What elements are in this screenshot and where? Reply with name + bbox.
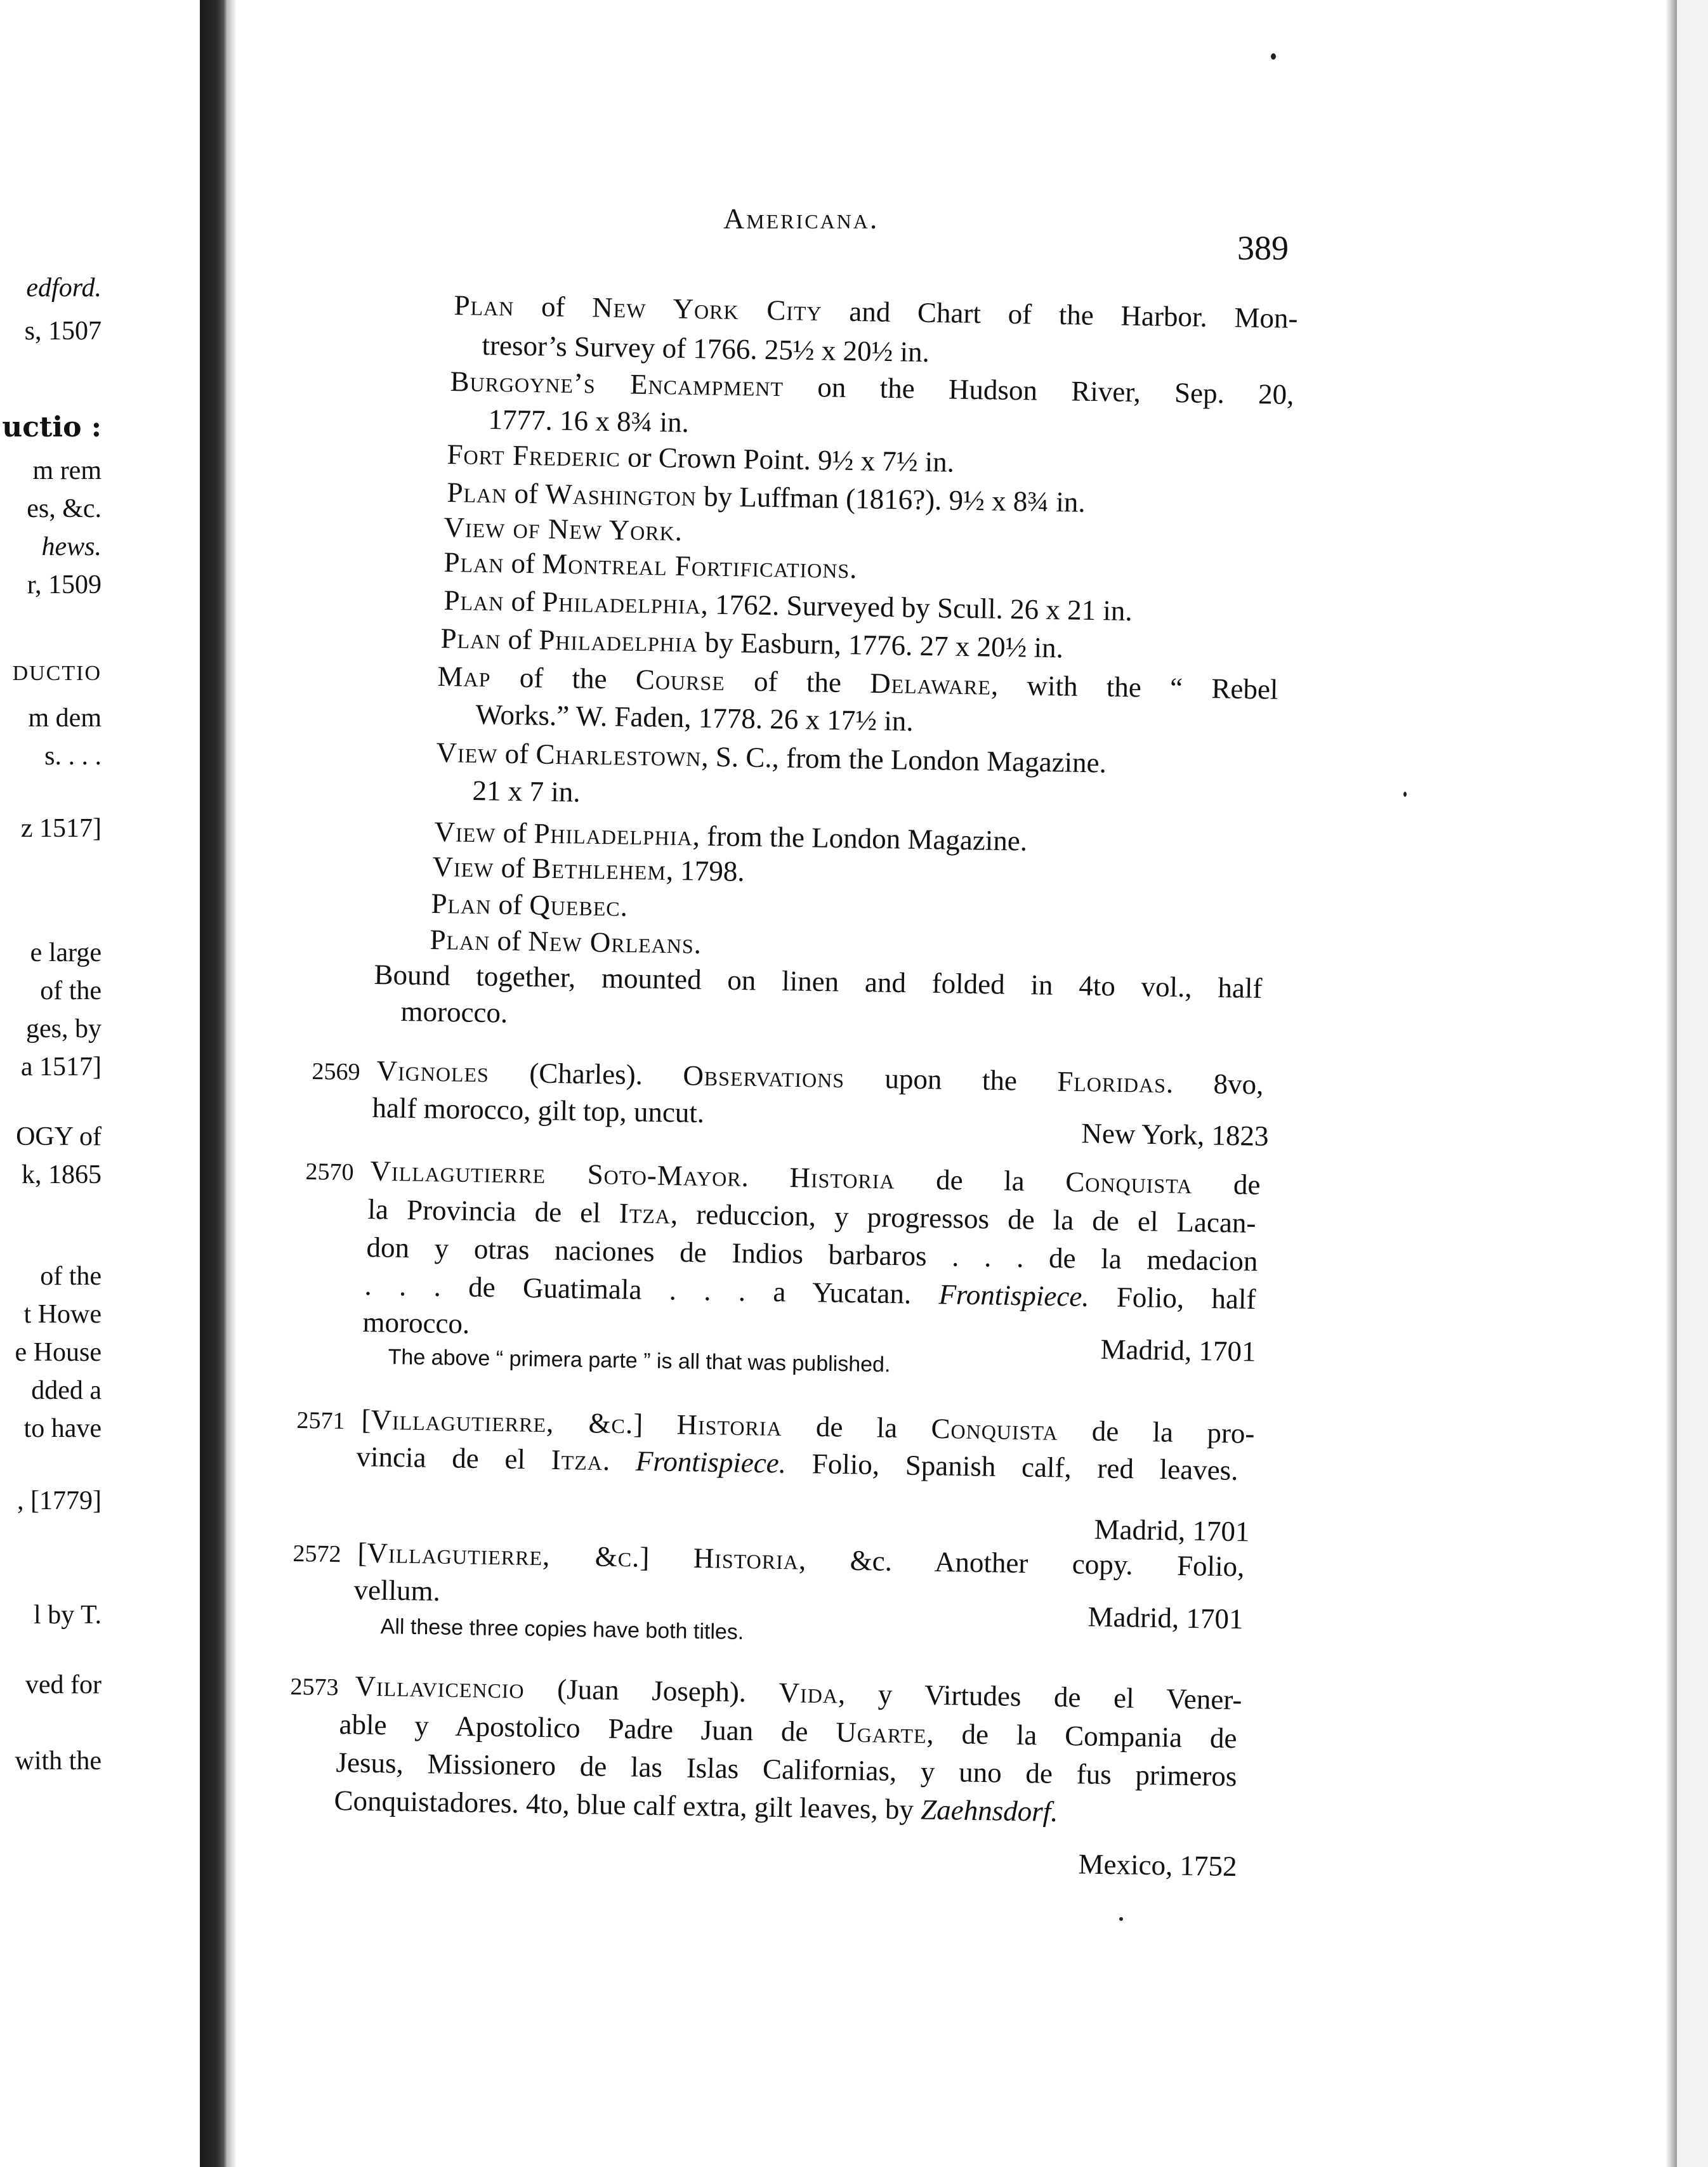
text-segment: [ xyxy=(361,1403,371,1436)
small-caps-text: Itza xyxy=(619,1197,671,1230)
text-segment: . xyxy=(602,1444,636,1477)
facing-page-fragment: a 1517] xyxy=(20,1052,102,1082)
text-line xyxy=(431,887,749,925)
page-inner-edge xyxy=(228,0,237,2167)
small-caps-text: Burgoyne’s Encampment xyxy=(450,365,784,403)
text-segment: don y otras naciones de Indios barbaros . . . de la medacion xyxy=(366,1231,1258,1278)
small-caps-text: Montreal Fortifications. xyxy=(541,547,858,585)
facing-page-fragment: s, 1507 xyxy=(24,317,102,346)
text-segment: of xyxy=(503,585,542,618)
text-segment: morocco. xyxy=(362,1306,470,1340)
text-segment: Madrid, 1701 xyxy=(1094,1513,1250,1548)
text-segment: Folio, half xyxy=(1089,1280,1256,1316)
text-segment: of xyxy=(497,737,536,770)
small-caps-text: View xyxy=(432,850,494,884)
page-number: 389 xyxy=(1237,229,1289,267)
text-segment: (Juan Joseph). xyxy=(524,1672,780,1709)
small-caps-text: Villavicencio xyxy=(355,1670,525,1705)
text-segment: New York, 1823 xyxy=(1081,1117,1269,1152)
page-outer-edge xyxy=(1665,0,1677,2167)
small-caps-text: View xyxy=(434,815,496,849)
small-caps-text: Plan xyxy=(443,584,504,617)
text-segment: Mexico, 1752 xyxy=(1078,1848,1237,1883)
facing-page-fragment: e House xyxy=(15,1338,102,1367)
small-caps-text: Observations xyxy=(683,1059,845,1094)
text-line xyxy=(447,438,1082,481)
facing-page-fragment: OGY of xyxy=(16,1122,102,1151)
small-caps-text: Villagutierre, &c. xyxy=(371,1403,634,1440)
small-caps-text: Washington xyxy=(544,478,697,513)
facing-page-fragment: of the xyxy=(40,1262,102,1291)
small-caps-text: Itza xyxy=(551,1443,603,1477)
small-caps-text: Conquista xyxy=(931,1412,1058,1446)
small-caps-text: Plan xyxy=(440,622,501,655)
scan-margin xyxy=(1677,0,1708,2167)
text-segment: ] xyxy=(633,1408,677,1441)
small-caps-text: Vignoles xyxy=(376,1054,490,1089)
text-line xyxy=(488,403,933,443)
facing-page-fragment: l by T. xyxy=(34,1601,102,1630)
text-segment: Conquistadores. 4to, blue calf extra, gilt leaves, by xyxy=(334,1784,921,1826)
italic-text: Frontispiece. xyxy=(635,1444,787,1479)
text-segment: of the xyxy=(725,665,870,699)
small-caps-text: Charlestown xyxy=(535,738,702,773)
text-segment: ] xyxy=(640,1541,694,1574)
small-caps-text: Quebec. xyxy=(529,889,629,922)
text-segment: by Luffman (1816?). 9½ x 8¾ in. xyxy=(696,480,1086,518)
text-segment: 21 x 7 in. xyxy=(472,774,581,808)
text-segment: . xyxy=(741,1160,790,1193)
text-line xyxy=(372,1091,817,1131)
text-segment: of xyxy=(494,851,532,884)
text-segment: , 1798. xyxy=(666,854,746,887)
small-caps-text: Villagutierre Soto-Mayor xyxy=(370,1155,742,1193)
lot-number: 2569 xyxy=(312,1057,360,1086)
facing-page-fragment: edford. xyxy=(26,273,102,303)
small-caps-text: New York City xyxy=(591,291,823,327)
lot-number: 2571 xyxy=(296,1406,345,1435)
text-segment: , reduccion, y progressos de la de el Lacan- xyxy=(670,1198,1256,1239)
text-line xyxy=(472,774,726,811)
text-line xyxy=(440,622,1215,667)
small-caps-text: Map xyxy=(437,660,491,693)
facing-page-fragment: t Howe xyxy=(23,1300,102,1329)
text-segment: able y Apostolico Padre Juan de xyxy=(339,1708,836,1748)
small-caps-text: Floridas xyxy=(1056,1065,1167,1099)
small-caps-text: Historia xyxy=(789,1161,895,1195)
facing-page-fragment: , [1779] xyxy=(17,1486,102,1516)
lot-number: 2570 xyxy=(305,1158,354,1186)
facing-page-fragment: with the xyxy=(15,1746,102,1776)
text-segment: of xyxy=(500,623,539,656)
running-head: Americana. xyxy=(723,202,879,235)
text-segment: upon the xyxy=(844,1062,1058,1097)
facing-page-fragment: z 1517] xyxy=(20,814,102,843)
text-line xyxy=(430,923,824,962)
small-caps-text: Philadelphia xyxy=(541,586,702,620)
text-line xyxy=(989,1331,1256,1368)
text-segment: All these three copies have both titles. xyxy=(380,1614,744,1644)
text-segment: morocco. xyxy=(400,995,508,1029)
text-segment: tresor’s Survey of 1766. 25½ x 20½ in. xyxy=(482,329,930,369)
small-caps-text: Plan xyxy=(447,476,508,509)
small-caps-text: Philadelphia xyxy=(538,624,699,658)
small-caps-text: Ugarte xyxy=(835,1716,927,1750)
scan-speck xyxy=(1403,792,1407,797)
facing-page-fragments xyxy=(0,0,197,2167)
text-line xyxy=(482,329,1053,370)
text-segment: by Easburn, 1776. 27 x 20½ in. xyxy=(697,626,1064,664)
text-segment: de xyxy=(1192,1167,1261,1201)
text-segment: . 8vo, xyxy=(1166,1067,1264,1101)
facing-page-fragment: es, &c. xyxy=(27,494,102,523)
text-segment: of xyxy=(503,547,542,580)
lot-number: 2573 xyxy=(290,1673,339,1701)
small-caps-text: Conquista xyxy=(1065,1165,1193,1200)
small-caps-text: Historia xyxy=(676,1408,783,1443)
text-segment: la Provincia de el xyxy=(367,1193,620,1229)
text-segment: de la pro- xyxy=(1058,1414,1255,1450)
text-segment: . . . de Guatimala . . . a Yucatan. xyxy=(364,1269,939,1311)
lot-number: 2572 xyxy=(292,1540,341,1568)
text-segment: on the Hudson River, Sep. 20, xyxy=(783,370,1294,410)
text-segment: , de la Compania de xyxy=(926,1717,1237,1755)
text-segment: , &c. Another copy. Folio, xyxy=(798,1543,1245,1583)
small-caps-text: View xyxy=(436,736,498,769)
text-segment: de la xyxy=(782,1410,931,1444)
text-line xyxy=(989,1846,1237,1883)
italic-text: Frontispiece. xyxy=(938,1278,1089,1313)
facing-page-fragment: m dem xyxy=(28,704,102,733)
text-line xyxy=(443,546,1015,587)
text-segment: of xyxy=(489,924,529,957)
text-segment: of xyxy=(506,477,546,510)
small-caps-text: Villagutierre, &c. xyxy=(367,1536,640,1573)
text-segment: Madrid, 1701 xyxy=(1100,1333,1256,1368)
facing-page-fragment: e large xyxy=(30,938,102,967)
text-segment: Folio, Spanish calf, red leaves. xyxy=(785,1447,1238,1486)
text-segment: of the xyxy=(490,661,636,695)
text-line xyxy=(362,1306,553,1342)
text-segment: Works.” W. Faden, 1778. 26 x 17½ in. xyxy=(475,698,914,737)
facing-page-fragment: ges, by xyxy=(26,1014,102,1044)
text-segment: de la xyxy=(895,1163,1066,1198)
text-segment: of xyxy=(490,888,530,921)
small-caps-text: Vida xyxy=(778,1677,839,1710)
text-segment: Bound together, mounted on linen and folded in 4to vol., half xyxy=(374,958,1263,1004)
text-segment: , with the “ Rebel xyxy=(990,669,1278,705)
text-segment: Jesus, Missionero de las Islas Californias, y uno de fus primeros xyxy=(336,1746,1237,1793)
small-caps-text: Course xyxy=(635,663,726,697)
text-line xyxy=(443,584,1282,630)
text-line xyxy=(989,1115,1269,1153)
facing-page-fragment: dded a xyxy=(31,1376,102,1405)
facing-page-fragment: to have xyxy=(23,1414,102,1443)
catalogue-note xyxy=(380,1614,952,1648)
text-line xyxy=(400,995,591,1031)
italic-text: Zaehnsdorf. xyxy=(920,1793,1058,1828)
small-caps-text: Philadelphia xyxy=(534,817,693,852)
text-segment: 1777. 16 x 8¾ in. xyxy=(488,403,690,438)
text-segment: half morocco, gilt top, uncut. xyxy=(372,1091,705,1129)
small-caps-text: Plan xyxy=(443,546,504,579)
text-line xyxy=(989,1511,1250,1548)
facing-page-fragment: hews. xyxy=(41,532,102,561)
text-segment: , y Virtudes de el Vener- xyxy=(838,1677,1242,1716)
small-caps-text: Plan xyxy=(431,887,492,920)
facing-page-fragment: s. . . . xyxy=(44,742,102,771)
text-segment: , 1762. Surveyed by Scull. 26 x 21 in. xyxy=(700,588,1133,627)
text-segment: and Chart of the Harbor. Mon- xyxy=(822,295,1298,334)
text-segment: Madrid, 1701 xyxy=(1087,1601,1244,1635)
facing-page-fragment: of the xyxy=(40,976,102,1005)
small-caps-text: New Orleans. xyxy=(527,925,702,960)
text-line xyxy=(432,850,877,890)
small-caps-text: Plan xyxy=(454,289,515,322)
binding-gutter-shadow xyxy=(200,0,228,2167)
catalogue-note xyxy=(388,1345,1022,1380)
text-segment: , from the London Magazine. xyxy=(692,820,1028,857)
text-segment: or Crown Point. 9½ x 7½ in. xyxy=(620,441,955,478)
text-line xyxy=(353,1573,544,1609)
small-caps-text: Historia xyxy=(693,1542,799,1576)
small-caps-text: View of New York. xyxy=(443,511,683,547)
text-segment: [ xyxy=(357,1536,367,1569)
text-segment: of xyxy=(513,290,593,324)
facing-page-fragment: DUCTIO xyxy=(12,662,102,685)
scan-speck xyxy=(1119,1917,1123,1921)
facing-page-fragment: m rem xyxy=(32,456,102,485)
text-segment: vincia de el xyxy=(356,1440,552,1476)
text-segment: of xyxy=(496,816,534,849)
text-line xyxy=(443,511,888,551)
small-caps-text: Plan xyxy=(430,923,490,957)
small-caps-text: Delaware xyxy=(869,667,992,701)
text-segment: , S. C., from the London Magazine. xyxy=(700,740,1107,779)
small-caps-text: Fort Frederic xyxy=(447,438,621,473)
facing-page-fragment: k, 1865 xyxy=(22,1160,102,1189)
facing-page-fragment: uctio : xyxy=(2,411,102,443)
scan-speck xyxy=(1271,53,1276,60)
text-segment: (Charles). xyxy=(489,1056,683,1092)
text-line xyxy=(989,1599,1244,1635)
text-segment: vellum. xyxy=(353,1573,441,1607)
facing-page-fragment: r, 1509 xyxy=(27,570,102,599)
text-segment: The above “ primera parte ” is all that was published. xyxy=(388,1345,891,1377)
small-caps-text: Bethlehem xyxy=(532,852,667,886)
facing-page-fragment: ved for xyxy=(25,1670,102,1699)
